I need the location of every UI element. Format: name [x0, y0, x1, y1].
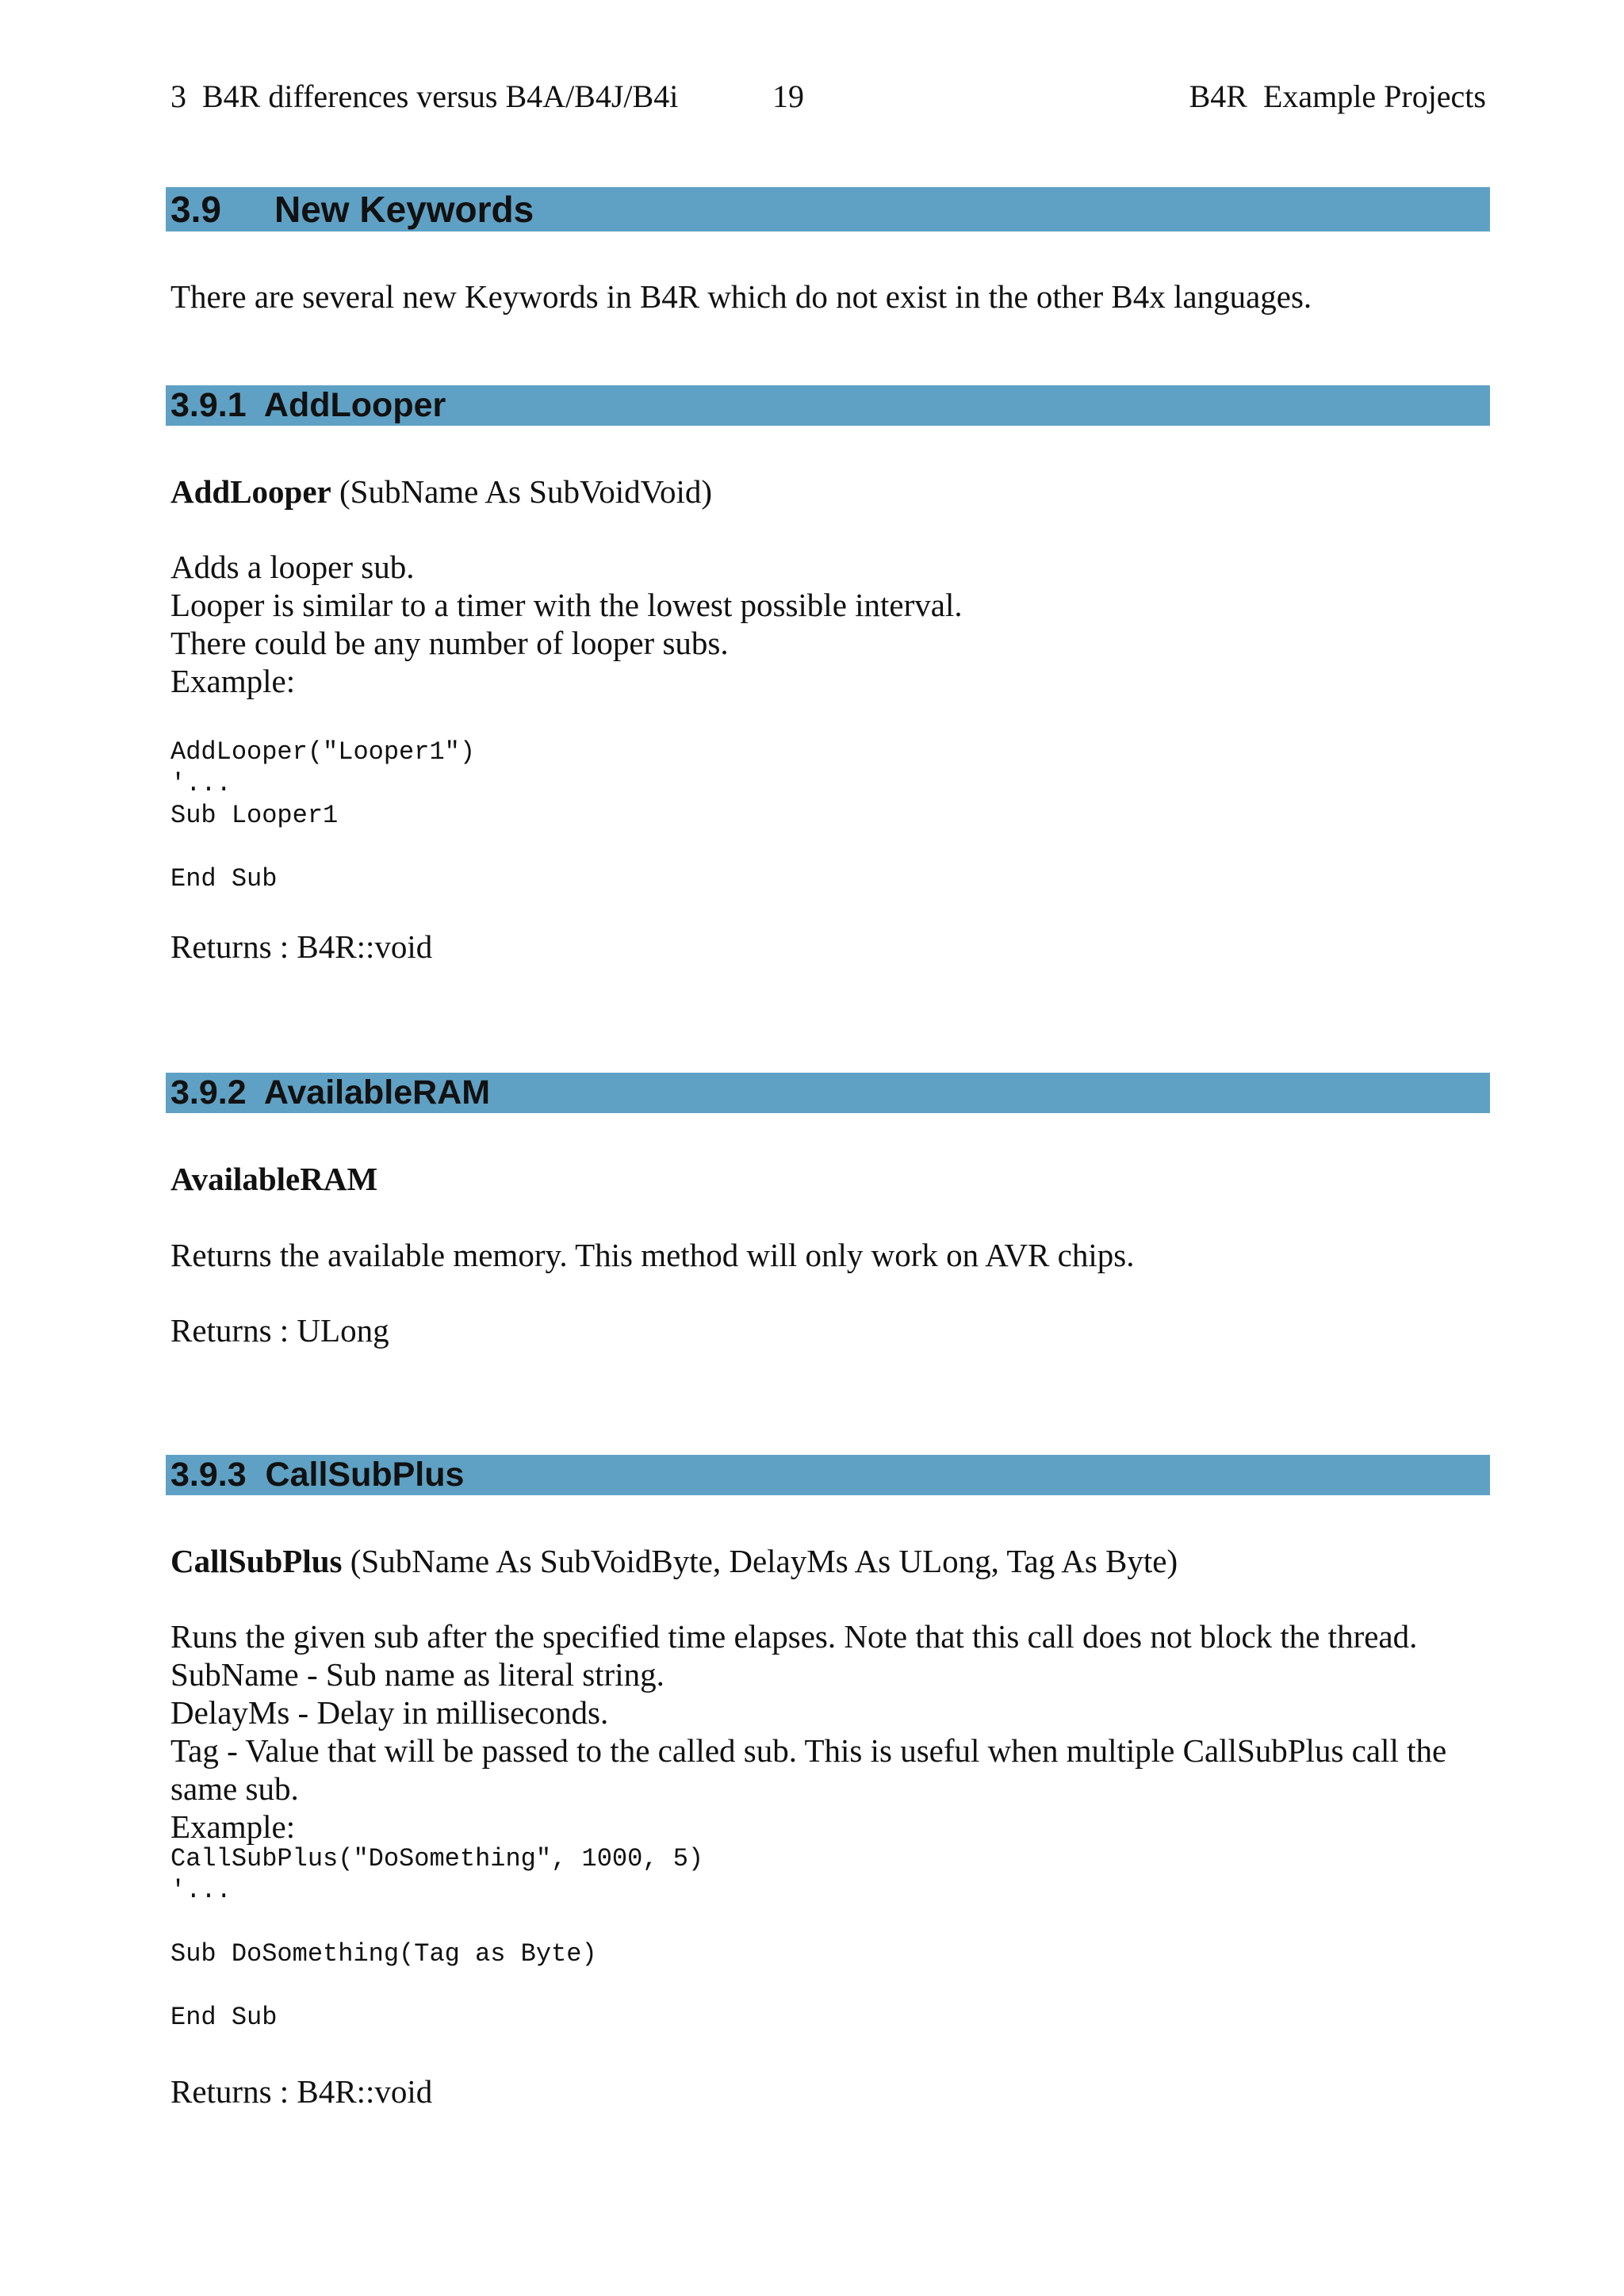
signature-params: (SubName As SubVoidByte, DelayMs As ULong, Tag As Byte) — [342, 1543, 1178, 1579]
addlooper-desc-line: Adds a looper sub. — [170, 549, 415, 585]
code-line: End Sub — [170, 2003, 278, 2032]
availableram-signature — [170, 1160, 377, 1198]
callsubplus-desc-line: DelayMs - Delay in milliseconds. — [170, 1694, 609, 1731]
subsection-heading-callsubplus — [166, 1455, 1490, 1495]
addlooper-desc-line: There could be any number of looper subs. — [170, 625, 729, 661]
section-title: New Keywords — [274, 189, 534, 230]
section-heading-new-keywords — [166, 187, 1490, 232]
signature-params: (SubName As SubVoidVoid) — [331, 473, 713, 510]
header-book-title: B4R Example Projects — [1189, 78, 1486, 114]
section-intro: There are several new Keywords in B4R which do not exist in the other B4x languages. — [170, 278, 1312, 315]
callsubplus-signature — [170, 1542, 1178, 1580]
availableram-desc: Returns the available memory. This method will only work on AVR chips. — [170, 1237, 1135, 1273]
header-chapter-title: 3 B4R differences versus B4A/B4J/B4i — [170, 78, 679, 114]
callsubplus-returns: Returns : B4R::void — [170, 2073, 433, 2110]
code-line: End Sub — [170, 864, 278, 894]
callsubplus-desc-line: Runs the given sub after the specified time elapses. Note that this call does not block the thread. — [170, 1618, 1418, 1655]
addlooper-desc-line: Looper is similar to a timer with the lowest possible interval. — [170, 587, 963, 623]
code-line: '... — [170, 1876, 232, 1905]
callsubplus-desc-line: same sub. — [170, 1770, 299, 1807]
subsection-heading-addlooper — [166, 385, 1490, 426]
section-number: 3.9 — [170, 189, 221, 230]
availableram-returns: Returns : ULong — [170, 1312, 389, 1349]
signature-keyword: AddLooper — [170, 473, 331, 510]
code-line: CallSubPlus("DoSomething", 1000, 5) — [170, 1844, 704, 1873]
addlooper-returns: Returns : B4R::void — [170, 928, 433, 965]
callsubplus-desc-line: Tag - Value that will be passed to the called sub. This is useful when multiple CallSubPlus call the — [170, 1732, 1447, 1769]
callsubplus-desc-line: Example: — [170, 1808, 296, 1845]
subsection-title: 3.9.1 AddLooper — [170, 386, 446, 424]
signature-keyword: CallSubPlus — [170, 1543, 343, 1579]
subsection-title: 3.9.2 AvailableRAM — [170, 1073, 491, 1112]
code-line: '... — [170, 769, 232, 798]
header-page-number: 19 — [772, 78, 804, 114]
subsection-title: 3.9.3 CallSubPlus — [170, 1456, 465, 1494]
subsection-heading-availableram — [166, 1073, 1490, 1113]
code-line: Sub Looper1 — [170, 801, 339, 830]
code-line: Sub DoSomething(Tag as Byte) — [170, 1939, 597, 1969]
code-line: AddLooper("Looper1") — [170, 737, 476, 767]
signature-keyword: AvailableRAM — [170, 1161, 378, 1197]
callsubplus-desc-line: SubName - Sub name as literal string. — [170, 1656, 665, 1693]
addlooper-desc-line: Example: — [170, 663, 296, 699]
addlooper-signature — [170, 473, 712, 511]
